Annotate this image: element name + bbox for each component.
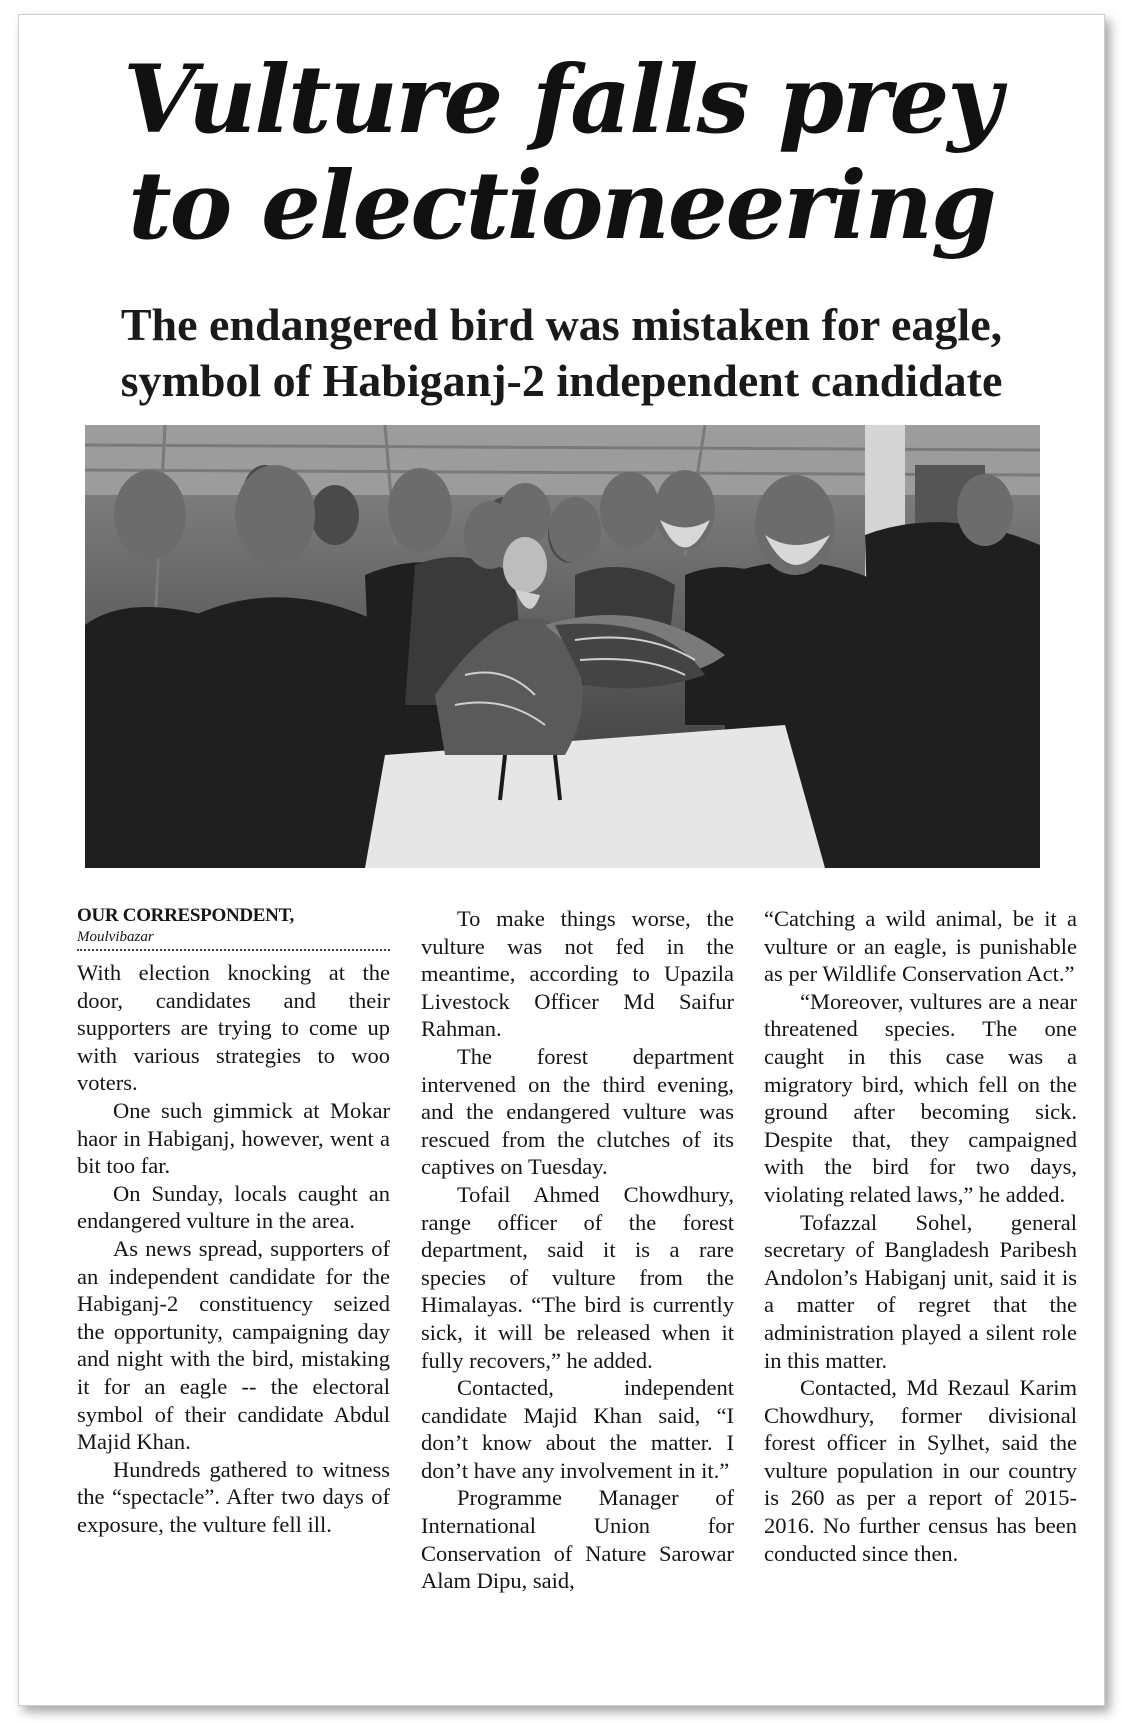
headline: [19, 47, 1104, 259]
paragraph: “Catching a wild animal, be it a vulture or an eagle, is punishable as per Wildlife Conservation Act.”: [764, 906, 1077, 987]
paragraph: On Sunday, locals caught an endangered vulture in the area.: [77, 1180, 390, 1234]
paragraph: Tofail Ahmed Chowdhury, range officer of the forest department, said it is a rare species of vulture from the Himalayas. “The bird is currently sick, it will be released when it fully recovers,” he added.: [421, 1181, 734, 1373]
subheadline: [19, 297, 1104, 409]
byline-author: OUR CORRESPONDENT,: [77, 905, 294, 926]
paragraph: With election knocking at the door, candidates and their supporters are trying to come up with various strategies to woo voters.: [77, 960, 390, 1096]
paragraph: The forest department intervened on the third evening, and the endangered vulture was rescued from the clutches of its captives on Tuesday.: [421, 1043, 734, 1180]
paragraph: Programme Manager of International Union for Conservation of Nature Sarowar Alam Dipu, said,: [421, 1485, 734, 1594]
paragraph: One such gimmick at Mokar haor in Habiganj, however, went a bit too far.: [77, 1097, 390, 1179]
paragraph: Tofazzal Sohel, general secretary of Bangladesh Paribesh Andolon’s Habiganj unit, said it is a matter of regret that the administration played a silent role in this matter.: [764, 1209, 1077, 1373]
news-photo: [85, 425, 1040, 868]
subheadline-line-2: symbol of Habiganj-2 independent candidate: [120, 355, 1003, 406]
column-2: [421, 905, 734, 1595]
news-photo-group-with-vulture-icon: [85, 425, 1040, 868]
paragraph: As news spread, supporters of an independent candidate for the Habiganj-2 constituency seized the opportunity, campaigning day and night with the bird, mistaking it for an eagle -- the electoral symbol of their candidate Abdul Majid Khan.: [77, 1235, 390, 1455]
subheadline-line-1: The endangered bird was mistaken for eagle,: [120, 299, 1003, 350]
headline-line-2: to electioneering: [128, 151, 995, 261]
byline-location: Moulvibazar: [77, 929, 154, 945]
headline-line-1: Vulture falls prey: [123, 45, 1000, 155]
paragraph: Hundreds gathered to witness the “spectacle”. After two days of exposure, the vulture fell ill.: [77, 1456, 390, 1537]
byline-divider: [77, 949, 390, 951]
paragraph: “Moreover, vultures are a near threatened species. The one caught in this case was a migratory bird, which fell on the ground after becoming sick. Despite that, they campaigned with the bird for two days, violating related laws,” he added.: [764, 988, 1077, 1207]
paragraph: To make things worse, the vulture was not fed in the meantime, according to Upazila Livestock Officer Md Saifur Rahman.: [421, 906, 734, 1042]
column-1: [77, 905, 390, 1538]
column-3: [764, 905, 1077, 1567]
newspaper-clipping: [18, 14, 1105, 1706]
paragraph: Contacted, independent candidate Majid Khan said, “I don’t know about the matter. I don’t have any involvement in it.”: [421, 1375, 734, 1483]
paragraph: Contacted, Md Rezaul Karim Chowdhury, former divisional forest officer in Sylhet, said the vulture population in our country is 260 as per a report of 2015-2016. No further census has been conducted since then.: [764, 1375, 1077, 1566]
